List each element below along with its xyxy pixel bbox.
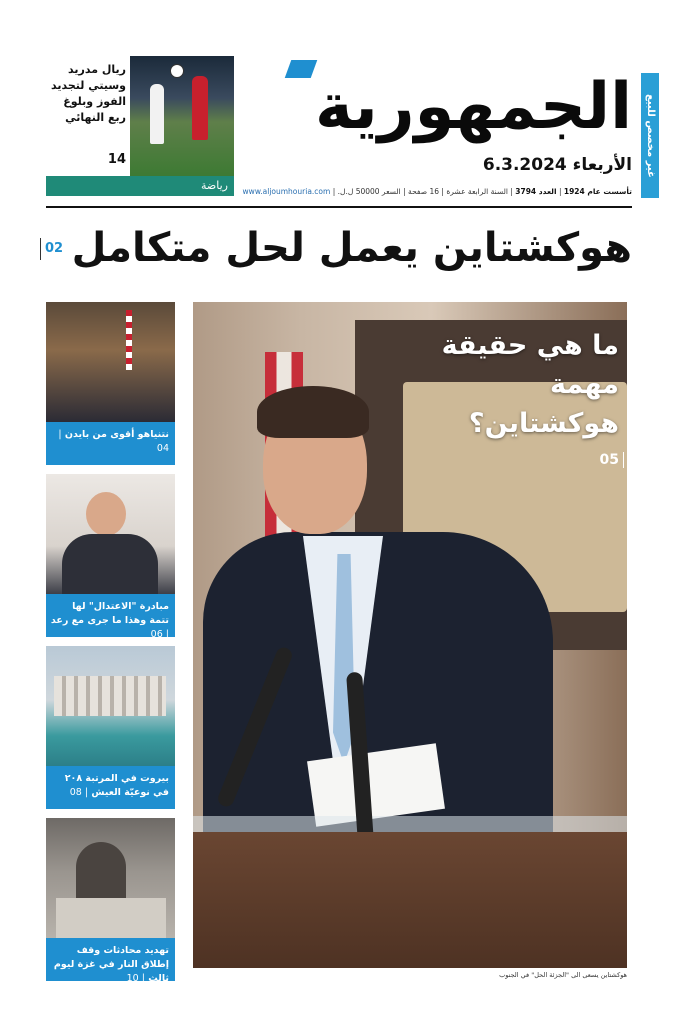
year-text: السنة الرابعة عشرة bbox=[446, 187, 508, 196]
city-buildings-shape bbox=[54, 676, 166, 716]
price-text: السعر 50000 ل.ل. bbox=[337, 187, 401, 196]
main-photo-caption: هوكشتاين يسعى الى "الجزئة الحل" في الجنوب bbox=[499, 971, 627, 979]
teaser-title: تهديد محادثات وقف إطلاق النار في غزة ليوم ثالث bbox=[53, 945, 169, 984]
sports-section-label[interactable]: رياضة bbox=[46, 176, 234, 196]
teaser-photo bbox=[46, 474, 175, 594]
sports-photo[interactable] bbox=[130, 56, 234, 176]
teaser-title: نتنياهو أقوى من بايدن bbox=[64, 429, 169, 440]
teaser-beirut-ranking[interactable] bbox=[46, 646, 175, 809]
teaser-title: مبادرة "الاعتدال" لها تتمة وهذا ما جرى مع رعد bbox=[50, 601, 169, 626]
teaser-photo bbox=[46, 646, 175, 766]
teaser-page: 04 bbox=[156, 443, 169, 454]
teaser-page: 06 bbox=[150, 629, 163, 640]
sports-page-number: 14 bbox=[107, 152, 126, 167]
main-headline[interactable]: هوكشتاين يعمل لحل متكامل bbox=[71, 225, 632, 271]
teaser-netanyahu[interactable] bbox=[46, 302, 175, 465]
football-icon bbox=[170, 64, 184, 78]
not-for-sale-tag: غير مخصص للبيع bbox=[641, 73, 659, 198]
founded-text: تأسست عام 1924 bbox=[563, 187, 632, 196]
us-flag-shape bbox=[126, 310, 132, 370]
main-story-overlay-title[interactable]: ما هي حقيقة مهمة هوكشتاين؟ bbox=[441, 330, 619, 439]
headline-page-number: 02 bbox=[40, 238, 77, 260]
player-white-shape bbox=[150, 84, 164, 144]
teaser-title: بيروت في المرتبة ٢٠٨ في نوعيّة العيش bbox=[64, 773, 169, 798]
teaser-caption: مبادرة "الاعتدال" لها تتمة وهذا ما جرى مع رعد | 06 bbox=[46, 594, 175, 637]
issue-date: 6.3.2024 bbox=[482, 155, 567, 175]
person-hair-shape bbox=[257, 386, 369, 438]
speaker-head-shape bbox=[86, 492, 126, 536]
sports-teaser-text[interactable]: ريال مدريد وسيتي لتجديد الفوز وبلوغ ربع النهائي bbox=[51, 63, 126, 124]
website-link[interactable]: www.aljoumhouria.com bbox=[242, 187, 331, 196]
pages-count: 16 صفحة bbox=[408, 187, 440, 196]
teaser-page: 10 bbox=[126, 973, 139, 984]
issue-number: العدد 3794 bbox=[515, 187, 557, 196]
teaser-photo bbox=[46, 818, 175, 938]
speaker-body-shape bbox=[62, 534, 158, 594]
issue-date-line bbox=[420, 155, 632, 179]
teaser-caption: تهديد محادثات وقف إطلاق النار في غزة ليوم ثالث | 10 bbox=[46, 938, 175, 981]
podium-shape bbox=[193, 832, 627, 968]
teaser-caption: بيروت في المرتبة ٢٠٨ في نوعيّة العيش | 08 bbox=[46, 766, 175, 809]
main-story-page-number: 05 bbox=[583, 452, 624, 468]
newspaper-masthead: الجمهورية bbox=[314, 70, 632, 144]
header-divider bbox=[46, 206, 632, 208]
ruined-arch-shape bbox=[76, 842, 126, 902]
rubble-shape bbox=[56, 898, 166, 938]
issue-info-line: تأسست عام 1924 | العدد 3794 | السنة الرابعة عشرة | 16 صفحة | السعر 50000 ل.ل. | www.aljoumhouria.com bbox=[242, 187, 632, 196]
main-story-photo[interactable] bbox=[193, 302, 627, 968]
player-red-shape bbox=[192, 76, 208, 140]
teaser-photo bbox=[46, 302, 175, 422]
teaser-moderation-initiative[interactable] bbox=[46, 474, 175, 640]
issue-day: الأربعاء bbox=[572, 155, 632, 175]
teaser-caption: نتنياهو أقوى من بايدن | 04 bbox=[46, 422, 175, 465]
teaser-page: 08 bbox=[69, 787, 82, 798]
teaser-gaza-ceasefire[interactable] bbox=[46, 818, 175, 984]
